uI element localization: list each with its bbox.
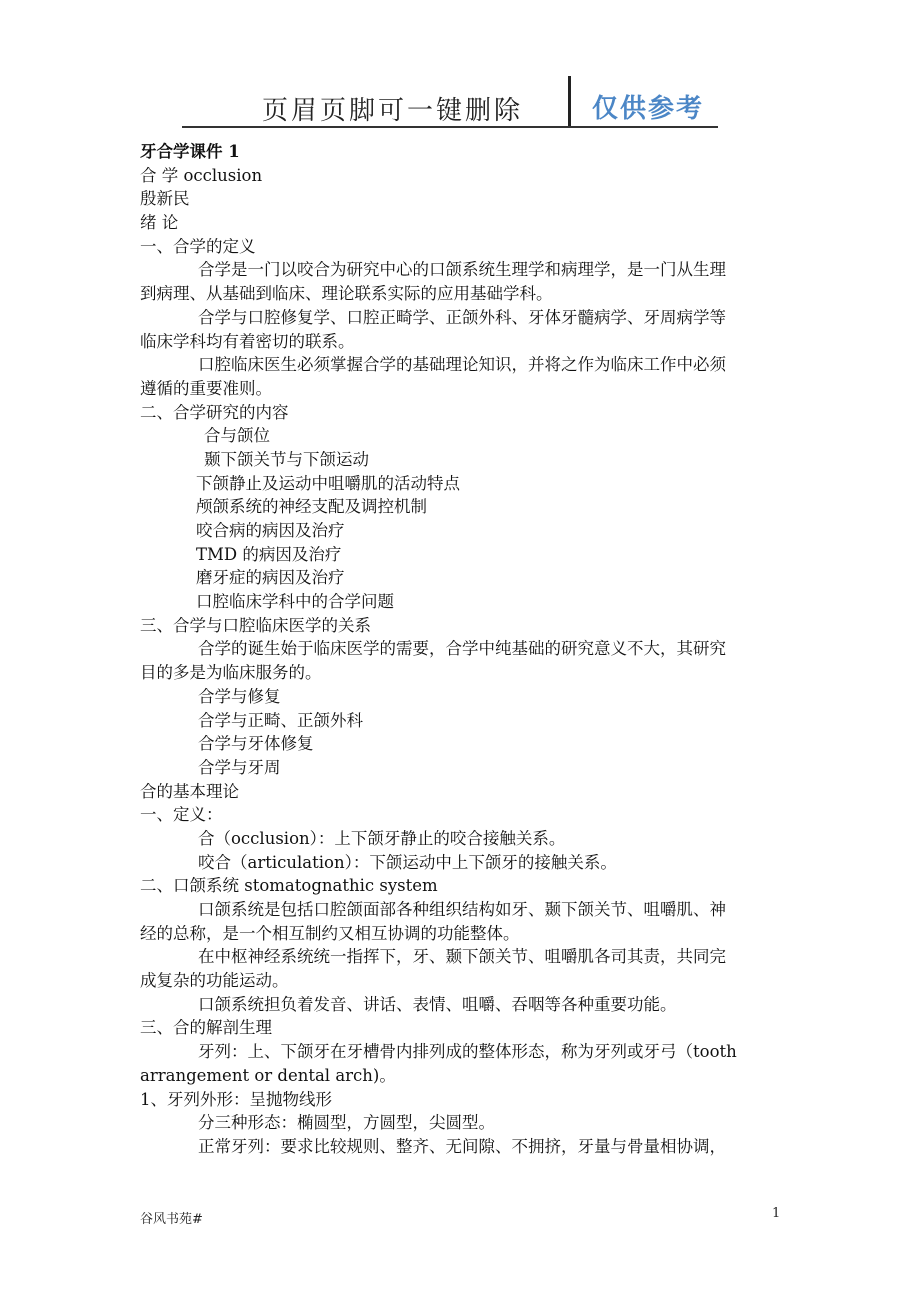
text-line: 遵循的重要准则。 xyxy=(140,378,272,398)
text-line: TMD 的病因及治疗 xyxy=(196,544,342,564)
text-line: 临床学科均有着密切的联系。 xyxy=(140,331,355,351)
text-line: 合学与修复 xyxy=(198,686,281,706)
text-line: 磨牙症的病因及治疗 xyxy=(196,568,345,588)
text-line: 二、口颌系统 stomatognathic system xyxy=(140,876,438,896)
header-rule xyxy=(182,126,718,128)
text-line: 三、合的解剖生理 xyxy=(140,1018,272,1038)
text-line: 在中枢神经系统统一指挥下，牙、颞下颌关节、咀嚼肌各司其责，共同完 xyxy=(198,947,726,967)
text-line: 咬合病的病因及治疗 xyxy=(196,521,345,540)
text-line: 合 学 occlusion xyxy=(140,165,263,185)
text-line: 咬合（articulation）：下颌运动中上下颌牙的接触关系。 xyxy=(198,852,617,872)
page-number: 1 xyxy=(772,1206,781,1221)
text-line: 下颌静止及运动中咀嚼肌的活动特点 xyxy=(196,473,460,493)
text-line: 经的总称，是一个相互制约又相互协调的功能整体。 xyxy=(140,923,520,943)
text-line: 合学与牙周 xyxy=(198,757,281,777)
text-line: 到病理、从基础到临床、理论联系实际的应用基础学科。 xyxy=(140,284,553,304)
text-line: 一、定义： xyxy=(140,805,223,825)
header-divider xyxy=(568,76,571,128)
text-line: 绪 论 xyxy=(140,213,179,233)
header-right-text: 仅供参考 xyxy=(592,94,705,124)
text-line: 口腔临床医生必须掌握合学的基础理论知识，并将之作为临床工作中必须 xyxy=(198,355,726,375)
text-line: 合（occlusion）：上下颌牙静止的咬合接触关系。 xyxy=(198,828,566,848)
text-line: 1、牙列外形：呈抛物线形 xyxy=(140,1089,332,1109)
text-line: 合学是一门以咬合为研究中心的口颌系统生理学和病理学，是一门从生理 xyxy=(198,260,726,280)
text-line: 合与颌位 xyxy=(204,426,270,446)
text-line: 一、合学的定义 xyxy=(140,236,256,256)
text-line: 合学与口腔修复学、口腔正畸学、正颌外科、牙体牙髓病学、牙周病学等 xyxy=(198,307,726,327)
text-line: 成复杂的功能运动。 xyxy=(140,971,289,991)
text-line: 正常牙列：要求比较规则、整齐、无间隙、不拥挤，牙量与骨量相协调， xyxy=(198,1136,726,1156)
text-line: 二、合学研究的内容 xyxy=(140,402,289,422)
footer-left-text: 谷风书苑# xyxy=(140,1212,203,1227)
text-line: 颞下颌关节与下颌运动 xyxy=(204,449,369,469)
text-line: 口颌系统是包括口腔颌面部各种组织结构如牙、颞下颌关节、咀嚼肌、神 xyxy=(198,900,726,919)
header-left-text: 页眉页脚可一键删除 xyxy=(262,96,524,126)
text-line: 目的多是为临床服务的。 xyxy=(140,663,322,683)
text-line: 殷新民 xyxy=(140,189,190,209)
text-line: 合学与牙体修复 xyxy=(198,734,314,754)
document-body xyxy=(140,140,800,1159)
text-line: 牙列：上、下颌牙在牙槽骨内排列成的整体形态，称为牙列或牙弓（tooth xyxy=(198,1042,737,1062)
text-line: 牙合学课件 1 xyxy=(140,142,240,161)
text-line: 合学与正畸、正颌外科 xyxy=(198,710,363,730)
text-line: 分三种形态：椭圆型，方圆型，尖圆型。 xyxy=(198,1113,495,1133)
text-line: 合学的诞生始于临床医学的需要，合学中纯基础的研究意义不大，其研究 xyxy=(198,639,726,659)
text-line: 口颌系统担负着发音、讲话、表情、咀嚼、吞咽等各种重要功能。 xyxy=(198,994,677,1014)
page-header xyxy=(182,76,718,130)
text-line: 口腔临床学科中的合学问题 xyxy=(196,592,394,612)
text-line: 颅颌系统的神经支配及调控机制 xyxy=(196,497,427,517)
text-line: 三、合学与口腔临床医学的关系 xyxy=(140,615,371,635)
text-line: 合的基本理论 xyxy=(140,781,239,801)
text-line: arrangement or dental arch)。 xyxy=(140,1065,396,1085)
